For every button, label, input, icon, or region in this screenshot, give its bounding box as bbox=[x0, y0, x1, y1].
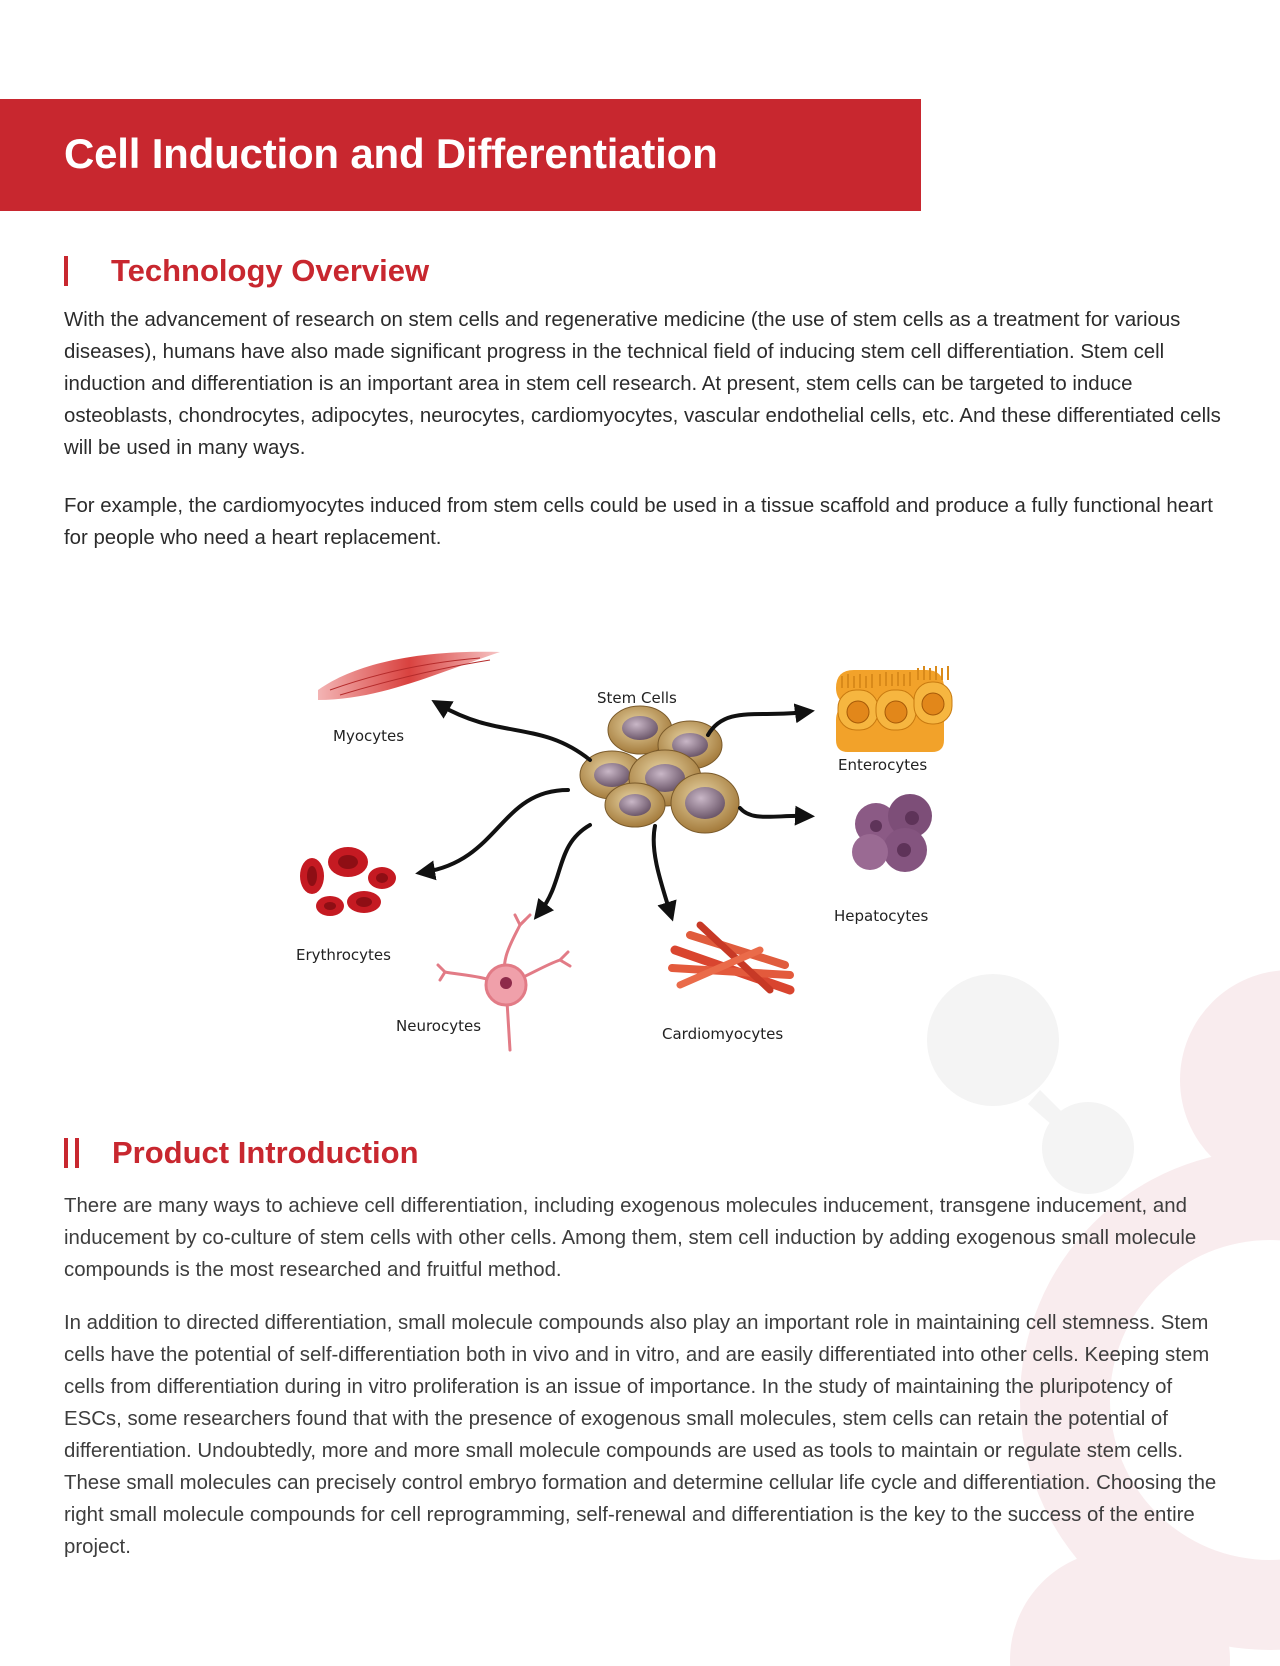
section-marker-icon bbox=[75, 1138, 79, 1168]
product-paragraph-2: In addition to directed differentiation, small molecule compounds also play an important role in maintaining cell stemness. Stem cells have the potential of self-differentiation both in vivo and in vitro, and are easily differentiated into other cells. Keeping stem cells from differentiation during in vitro proliferation is an issue of importance. In the study of maintaining the pluripotency of ESCs, some researchers found that with the presence of exogenous small molecules, stem cells can retain the potential of differentiation. Undoubtedly, more and more small molecule compounds are used as tools to maintain or regulate stem cells. These small molecules can precisely control embryo formation and determine cellular life cycle and differentiation. Choosing the right small molecule compounds for cell reprogramming, self-renewal and differentiation is the key to the success of the entire project. bbox=[64, 1312, 1217, 1558]
arrow-to-myocytes bbox=[440, 705, 590, 760]
section-marker-icon bbox=[64, 1138, 68, 1168]
arrow-to-erythrocytes bbox=[425, 790, 568, 872]
erythrocytes-illustration bbox=[300, 847, 396, 916]
label-enterocytes: Enterocytes bbox=[838, 756, 928, 774]
technology-overview-heading bbox=[64, 253, 429, 289]
enterocytes-illustration bbox=[836, 666, 952, 752]
section-title: Product Introduction bbox=[112, 1135, 419, 1170]
arrow-to-hepatocytes bbox=[740, 808, 805, 817]
myocytes-illustration bbox=[318, 652, 500, 700]
page-title: Cell Induction and Differentiation bbox=[64, 130, 718, 177]
arrow-to-neurocytes bbox=[540, 825, 590, 912]
label-stem-cells: Stem Cells bbox=[597, 689, 677, 707]
product-introduction-heading bbox=[64, 1135, 419, 1171]
stem-cell-differentiation-diagram bbox=[0, 600, 1280, 1060]
label-erythrocytes: Erythrocytes bbox=[296, 946, 391, 964]
label-myocytes: Myocytes bbox=[333, 727, 405, 745]
label-hepatocytes: Hepatocytes bbox=[834, 907, 929, 925]
overview-paragraph-1: With the advancement of research on stem cells and regenerative medicine (the use of stem cells as a treatment for various diseases), humans have also made significant progress in the technical field of inducing stem cell differentiation. Stem cell induction and differentiation is an important area in stem cell research. At present, stem cells can be targeted to induce osteoblasts, chondrocytes, adipocytes, neurocytes, cardiomyocytes, vascular endothelial cells, etc. And these differentiated cells will be used in many ways. bbox=[64, 309, 1221, 459]
section-marker-icon bbox=[64, 256, 68, 286]
label-cardiomyocytes: Cardiomyocytes bbox=[662, 1025, 784, 1043]
arrow-to-enterocytes bbox=[708, 712, 805, 735]
title-banner bbox=[0, 99, 921, 211]
label-neurocytes: Neurocytes bbox=[396, 1017, 482, 1035]
product-paragraph-1: There are many ways to achieve cell differentiation, including exogenous molecules inducement, transgene inducement, and inducement by co-culture of stem cells with other cells. Among them, stem cell induction by adding exogenous small molecule compounds is the most researched and fruitful method. bbox=[64, 1195, 1197, 1281]
hepatocytes-illustration bbox=[852, 794, 932, 872]
overview-paragraph-2: For example, the cardiomyocytes induced from stem cells could be used in a tissue scaffold and produce a fully functional heart for people who need a heart replacement. bbox=[64, 495, 1213, 549]
arrow-to-cardiomyocytes bbox=[654, 826, 670, 912]
cardiomyocytes-illustration bbox=[672, 925, 790, 990]
section-title: Technology Overview bbox=[111, 253, 430, 288]
